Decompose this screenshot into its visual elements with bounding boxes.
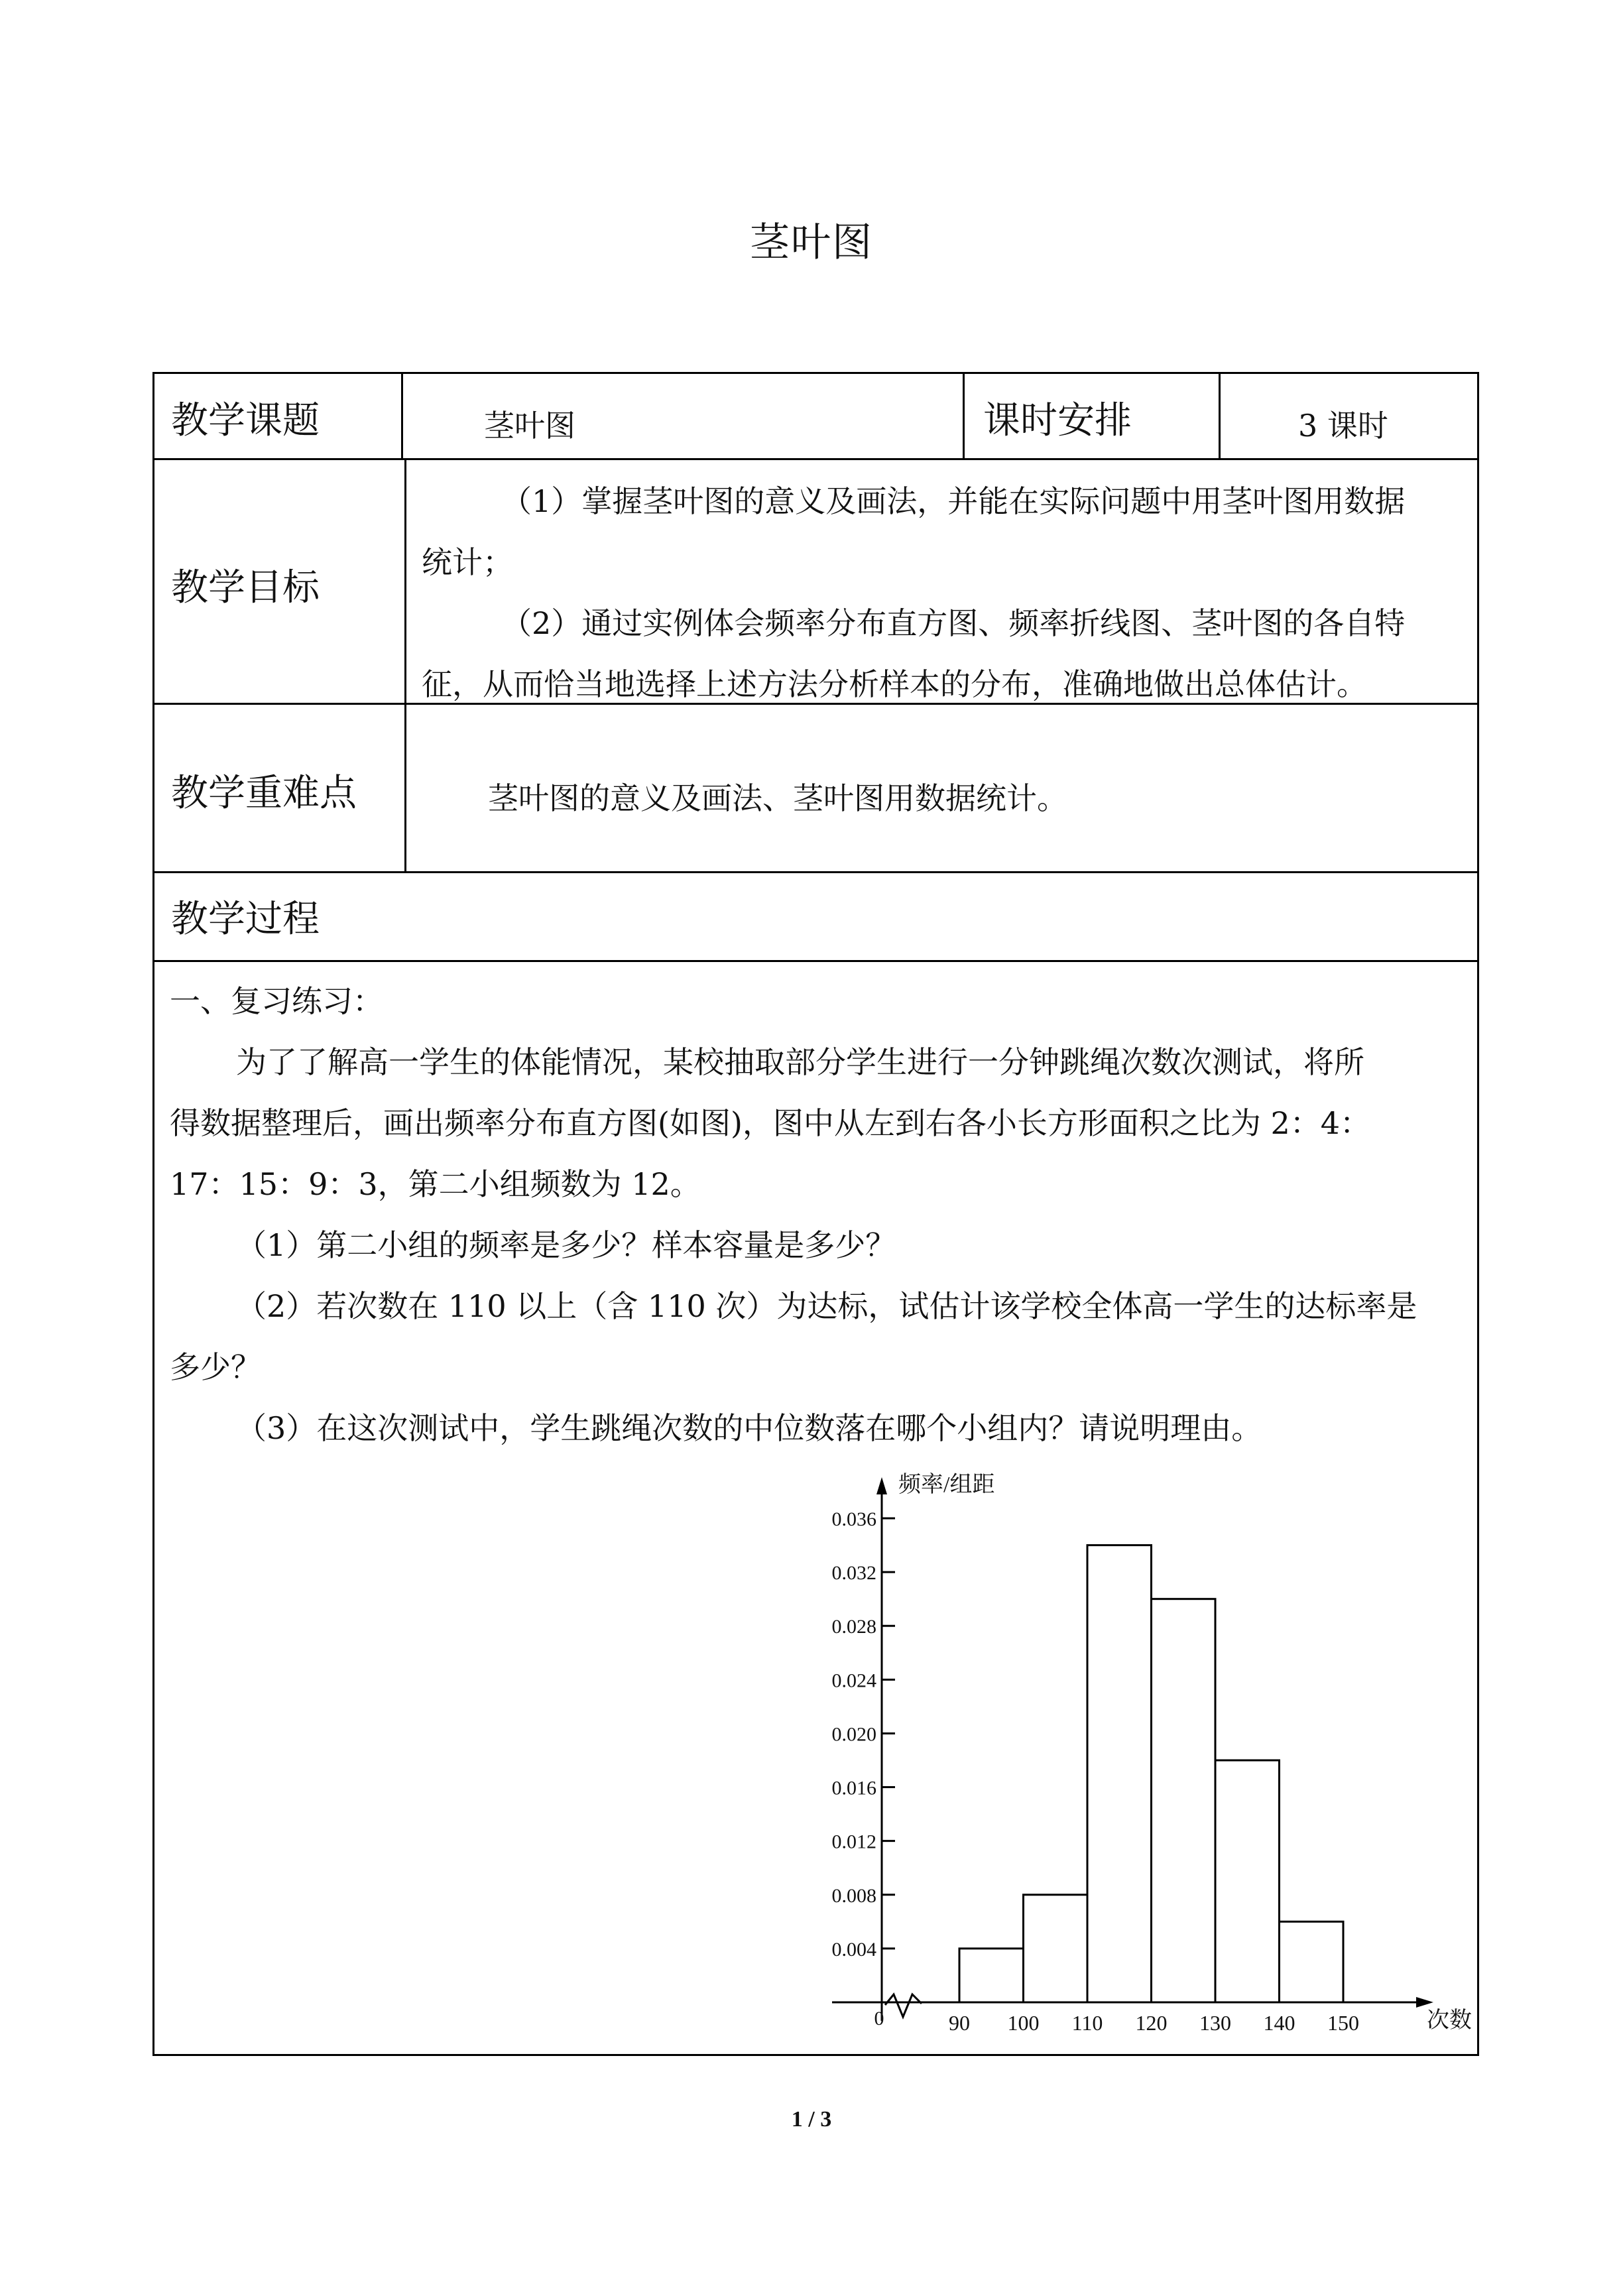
histogram-bar [1024,1895,1088,2002]
y-tick-label: 0.020 [831,1723,876,1746]
course-topic-label: 教学课题 [171,399,320,442]
objective-line: （2）通过实例体会频率分布直方图、频率折线图、茎叶图的各自特 [501,605,1406,641]
histogram-bar [1280,1921,1344,2002]
page-title: 茎叶图 [750,219,873,266]
histogram-bar [1215,1760,1280,2002]
x-tick-label: 140 [1263,2011,1295,2035]
histogram-bar [959,1949,1024,2002]
teaching-objectives-label: 教学目标 [171,566,320,609]
teaching-process-label: 教学过程 [171,898,320,941]
y-tick-label: 0.032 [831,1562,876,1585]
question-1: （1）第二小组的频率是多少？样本容量是多少？ [236,1227,896,1263]
x-axis-label: 次数 [1427,2008,1472,2033]
x-tick-label: 110 [1071,2011,1103,2035]
chart-bars [959,1545,1343,2002]
process-line: 得数据整理后，画出频率分布直方图(如图)，图中从左到右各小长方形面积之比为 2：4： [170,1105,1371,1141]
y-tick-label: 0.016 [831,1777,876,1799]
frequency-histogram [822,1459,1472,2049]
process-line: 为了了解高一学生的体能情况，某校抽取部分学生进行一分钟跳绳次数次测试，将所 [236,1044,1364,1080]
x-tick-label: 150 [1327,2011,1359,2035]
key-points-label: 教学重难点 [171,772,357,815]
teaching-objectives [422,471,1405,715]
x-tick-label: 90 [949,2011,970,2035]
x-tick-label: 100 [1007,2011,1040,2035]
origin-label: 0 [874,2008,884,2029]
y-tick-label: 0.036 [831,1508,876,1530]
schedule-value: 3 课时 [1298,408,1388,444]
axis-break-mark [885,1994,922,2017]
process-heading: 一、复习练习： [170,983,383,1019]
x-axis-arrow [1416,1997,1433,2008]
y-tick-label: 0.028 [831,1616,876,1638]
process-content [170,971,1469,1459]
histogram-bar [1152,1599,1216,2002]
objective-line: （1）掌握茎叶图的意义及画法，并能在实际问题中用茎叶图用数据 [501,483,1406,519]
question-3: （3）在这次测试中，学生跳绳次数的中位数落在哪个小组内？请说明理由。 [236,1410,1262,1446]
y-axis-label: 频率/组距 [898,1473,995,1497]
course-topic-value: 茎叶图 [484,408,575,444]
x-tick-label: 120 [1135,2011,1168,2035]
schedule-label: 课时安排 [983,399,1132,442]
y-tick-label: 0.024 [831,1669,876,1692]
objective-line: 统计； [422,544,513,580]
y-tick-label: 0.012 [831,1831,876,1853]
x-tick-label: 130 [1199,2011,1231,2035]
process-line: 17：15：9：3，第二小组频数为 12。 [170,1166,701,1202]
question-2-cont: 多少？ [170,1349,261,1385]
key-points-content: 茎叶图的意义及画法、茎叶图用数据统计。 [488,780,1067,816]
page-number: 1 / 3 [791,2107,832,2132]
y-tick-label: 0.008 [831,1884,876,1907]
question-2: （2）若次数在 110 以上（含 110 次）为达标，试估计该学校全体高一学生的达标率是 [236,1288,1417,1324]
y-tick-label: 0.004 [831,1938,876,1961]
y-axis-arrow [876,1477,887,1494]
objective-line: 征，从而恰当地选择上述方法分析样本的分布，准确地做出总体估计。 [422,666,1367,702]
histogram-bar [1087,1545,1152,2002]
